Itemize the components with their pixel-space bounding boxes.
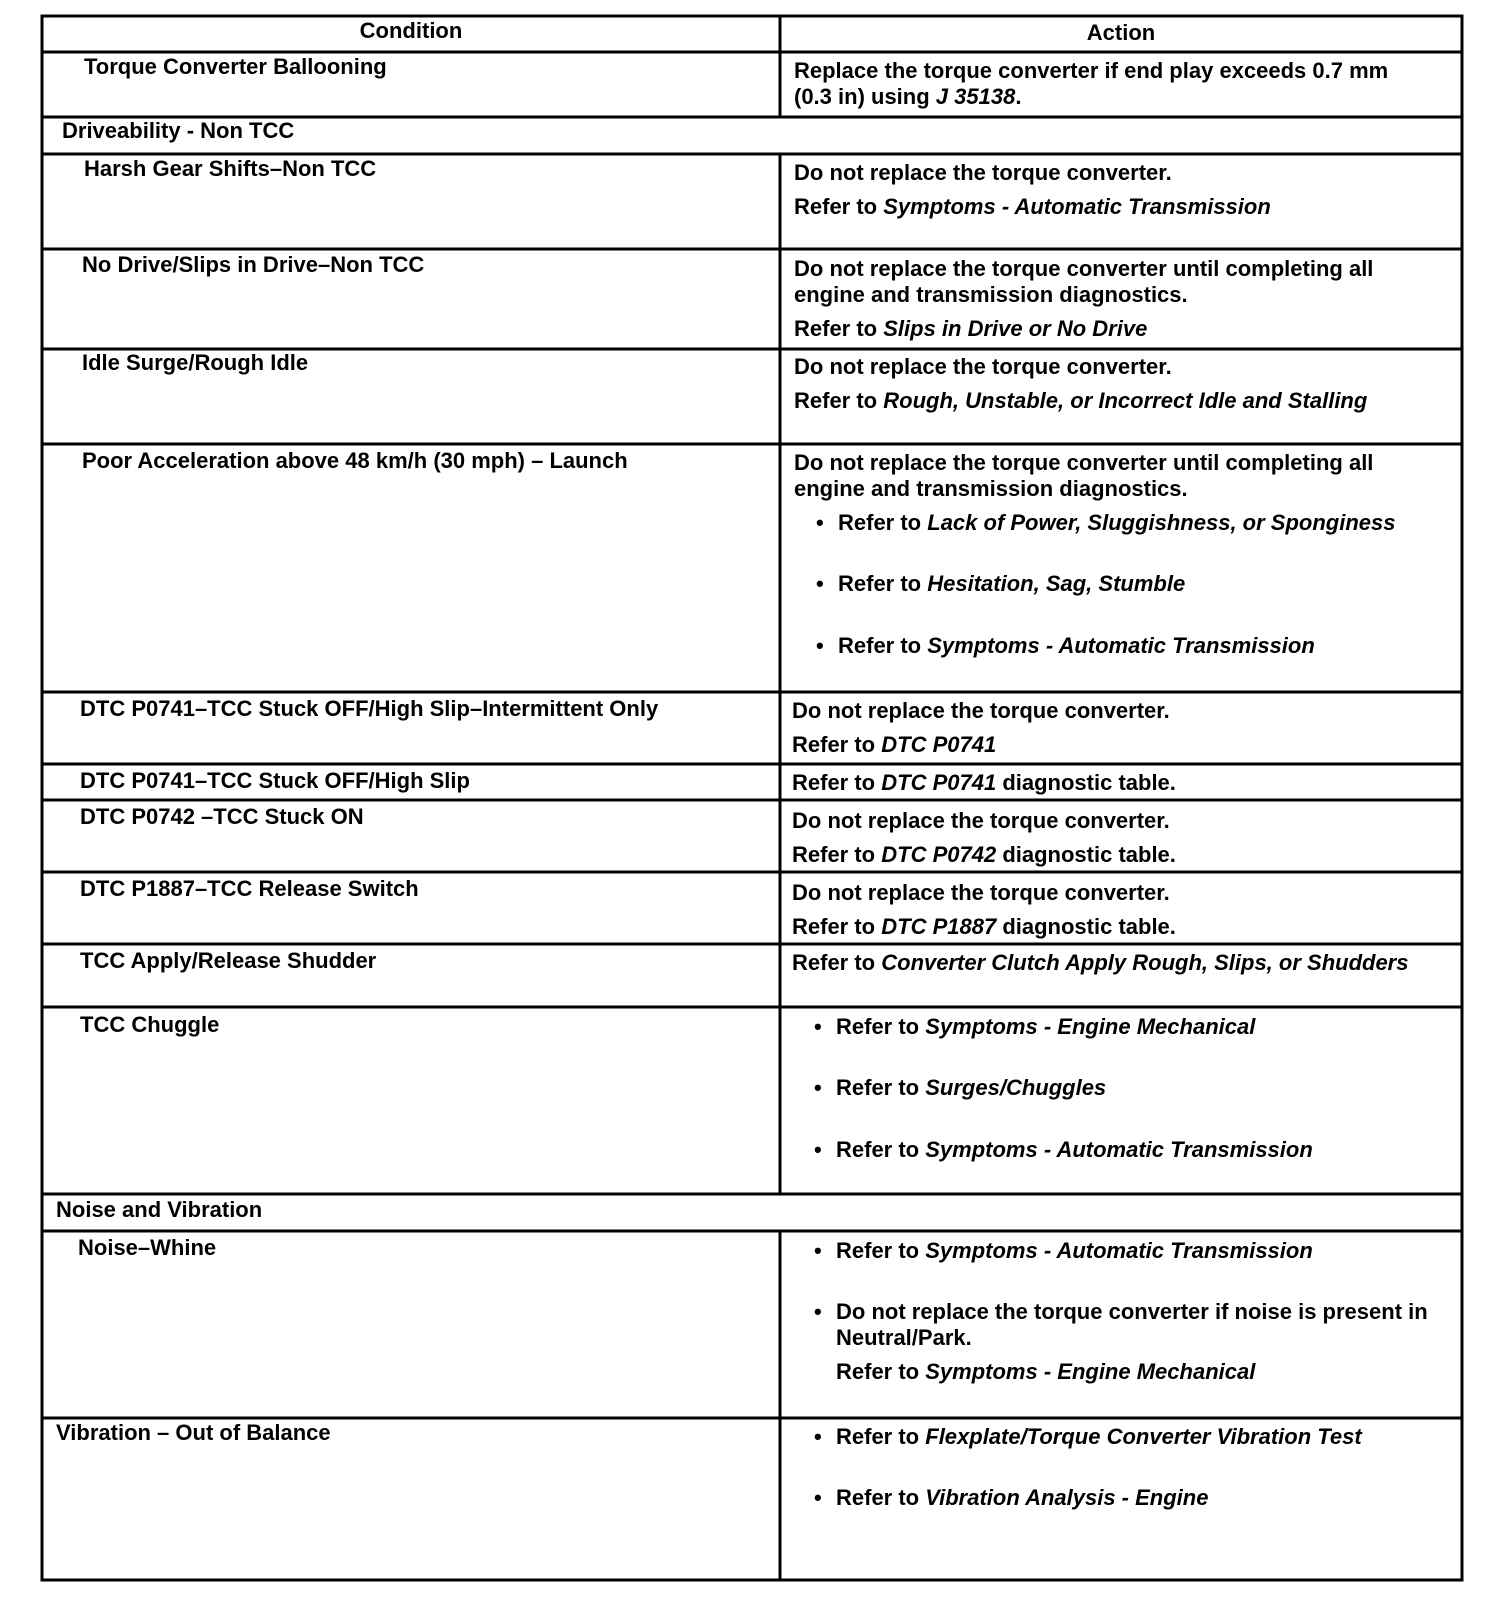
reference-link[interactable]: Rough, Unstable, or Incorrect Idle and Stalling xyxy=(883,388,1368,413)
action-line xyxy=(794,388,1367,414)
action-line: Neutral/Park. xyxy=(836,1325,972,1350)
bullet-icon: • xyxy=(814,1299,822,1324)
reference-link[interactable]: Symptoms - Engine Mechanical xyxy=(925,1014,1256,1039)
action-line xyxy=(792,842,1176,868)
reference-link[interactable]: Hesitation, Sag, Stumble xyxy=(927,571,1186,596)
bullet-item xyxy=(814,1075,1106,1101)
action-line xyxy=(794,194,1271,220)
condition-harsh-gear-shifts: Harsh Gear Shifts–Non TCC xyxy=(84,156,377,181)
condition-dtc-p0741-intermittent: DTC P0741–TCC Stuck OFF/High Slip–Intermittent Only xyxy=(80,696,659,721)
bullet-item xyxy=(814,1238,1313,1264)
action-line xyxy=(794,84,1021,110)
action-line: Do not replace the torque converter. xyxy=(792,698,1170,723)
table-grid-lines xyxy=(40,14,1464,1582)
refer-text: Refer to xyxy=(836,1485,926,1510)
refer-text: Refer to xyxy=(838,571,928,596)
reference-link[interactable]: Symptoms - Automatic Transmission xyxy=(927,633,1315,658)
column-header-action: Action xyxy=(1086,20,1156,45)
condition-tcc-apply-release-shudder: TCC Apply/Release Shudder xyxy=(80,948,377,973)
condition-dtc-p0741: DTC P0741–TCC Stuck OFF/High Slip xyxy=(80,768,470,793)
bullet-icon: • xyxy=(816,571,824,596)
bullet-item xyxy=(814,1137,1313,1163)
reference-link[interactable]: DTC P0741 xyxy=(881,732,997,757)
action-line: Do not replace the torque converter. xyxy=(792,880,1170,905)
action-line: engine and transmission diagnostics. xyxy=(794,282,1188,307)
action-line: Replace the torque converter if end play exceeds 0.7 mm xyxy=(794,58,1389,83)
reference-link[interactable]: Symptoms - Engine Mechanical xyxy=(925,1359,1256,1384)
refer-text: Refer to xyxy=(794,194,884,219)
refer-text: Refer to xyxy=(838,510,928,535)
reference-link[interactable]: Symptoms - Automatic Transmission xyxy=(883,194,1271,219)
diagnostic-table xyxy=(40,14,1464,1582)
condition-vibration-out-of-balance: Vibration – Out of Balance xyxy=(56,1420,331,1445)
condition-tcc-chuggle: TCC Chuggle xyxy=(80,1012,220,1037)
bullet-icon: • xyxy=(816,633,824,658)
bullet-item xyxy=(816,571,1185,597)
refer-text: Refer to xyxy=(792,732,882,757)
tool-reference: J 35138 xyxy=(935,84,1016,109)
condition-dtc-p0742: DTC P0742 –TCC Stuck ON xyxy=(80,804,364,829)
refer-text: Refer to xyxy=(792,914,882,939)
action-line: Do not replace the torque converter until completing all xyxy=(794,450,1374,475)
condition-dtc-p1887: DTC P1887–TCC Release Switch xyxy=(80,876,419,901)
refer-suffix: diagnostic table. xyxy=(996,914,1176,939)
condition-torque-converter-ballooning: Torque Converter Ballooning xyxy=(84,54,387,79)
reference-link[interactable]: Vibration Analysis - Engine xyxy=(925,1485,1209,1510)
refer-suffix: diagnostic table. xyxy=(996,842,1176,867)
refer-text: Refer to xyxy=(792,842,882,867)
action-line: Do not replace the torque converter until completing all xyxy=(794,256,1374,281)
section-noise-and-vibration: Noise and Vibration xyxy=(56,1197,263,1222)
bullet-icon: • xyxy=(814,1485,822,1510)
condition-idle-surge: Idle Surge/Rough Idle xyxy=(82,350,309,375)
condition-noise-whine: Noise–Whine xyxy=(78,1235,217,1260)
reference-link[interactable]: DTC P0741 xyxy=(881,770,997,795)
refer-suffix: diagnostic table. xyxy=(996,770,1176,795)
refer-text: Refer to xyxy=(836,1238,926,1263)
bullet-icon: • xyxy=(814,1137,822,1162)
action-line xyxy=(792,950,1408,976)
refer-text: Refer to xyxy=(836,1014,926,1039)
punctuation: . xyxy=(1015,84,1022,109)
reference-link[interactable]: Flexplate/Torque Converter Vibration Test xyxy=(925,1424,1362,1449)
bullet-item xyxy=(814,1424,1362,1450)
bullet-item xyxy=(816,633,1315,659)
refer-text: Refer to xyxy=(836,1137,926,1162)
condition-poor-acceleration: Poor Acceleration above 48 km/h (30 mph) – Launch xyxy=(82,448,628,473)
action-line: Do not replace the torque converter. xyxy=(794,160,1172,185)
reference-link[interactable]: Slips in Drive or No Drive xyxy=(883,316,1148,341)
refer-text: (0.3 in) using xyxy=(794,84,936,109)
bullet-icon: • xyxy=(814,1238,822,1263)
refer-text: Refer to xyxy=(836,1075,926,1100)
bullet-item xyxy=(814,1299,1428,1325)
reference-link[interactable]: DTC P0742 xyxy=(881,842,997,867)
action-line: Do not replace the torque converter. xyxy=(794,354,1172,379)
column-header-condition: Condition xyxy=(359,18,463,43)
refer-text: Refer to xyxy=(792,770,882,795)
bullet-item xyxy=(816,510,1395,536)
refer-text: Refer to xyxy=(794,316,884,341)
action-line xyxy=(836,1359,1255,1385)
bullet-icon: • xyxy=(814,1424,822,1449)
reference-link[interactable]: Symptoms - Automatic Transmission xyxy=(925,1137,1313,1162)
refer-text: Refer to xyxy=(836,1424,926,1449)
bullet-icon: • xyxy=(814,1014,822,1039)
reference-link[interactable]: Symptoms - Automatic Transmission xyxy=(925,1238,1313,1263)
reference-link[interactable]: Lack of Power, Sluggishness, or Sponginess xyxy=(927,510,1396,535)
action-line: Do not replace the torque converter if noise is present in xyxy=(836,1299,1428,1324)
action-line xyxy=(792,914,1176,940)
action-line xyxy=(794,316,1147,342)
section-driveability-non-tcc: Driveability - Non TCC xyxy=(62,118,295,143)
refer-text: Refer to xyxy=(794,388,884,413)
action-line xyxy=(792,732,996,758)
bullet-item xyxy=(814,1485,1208,1511)
reference-link[interactable]: Surges/Chuggles xyxy=(925,1075,1107,1100)
refer-text: Refer to xyxy=(838,633,928,658)
action-line xyxy=(792,770,1176,796)
reference-link[interactable]: DTC P1887 xyxy=(881,914,997,939)
action-line: Do not replace the torque converter. xyxy=(792,808,1170,833)
bullet-icon: • xyxy=(814,1075,822,1100)
refer-text: Refer to xyxy=(792,950,882,975)
bullet-item xyxy=(814,1014,1255,1040)
bullet-icon: • xyxy=(816,510,824,535)
reference-link[interactable]: Converter Clutch Apply Rough, Slips, or Shudders xyxy=(881,950,1409,975)
condition-no-drive-slips: No Drive/Slips in Drive–Non TCC xyxy=(82,252,425,277)
refer-text: Refer to xyxy=(836,1359,926,1384)
action-line: engine and transmission diagnostics. xyxy=(794,476,1188,501)
